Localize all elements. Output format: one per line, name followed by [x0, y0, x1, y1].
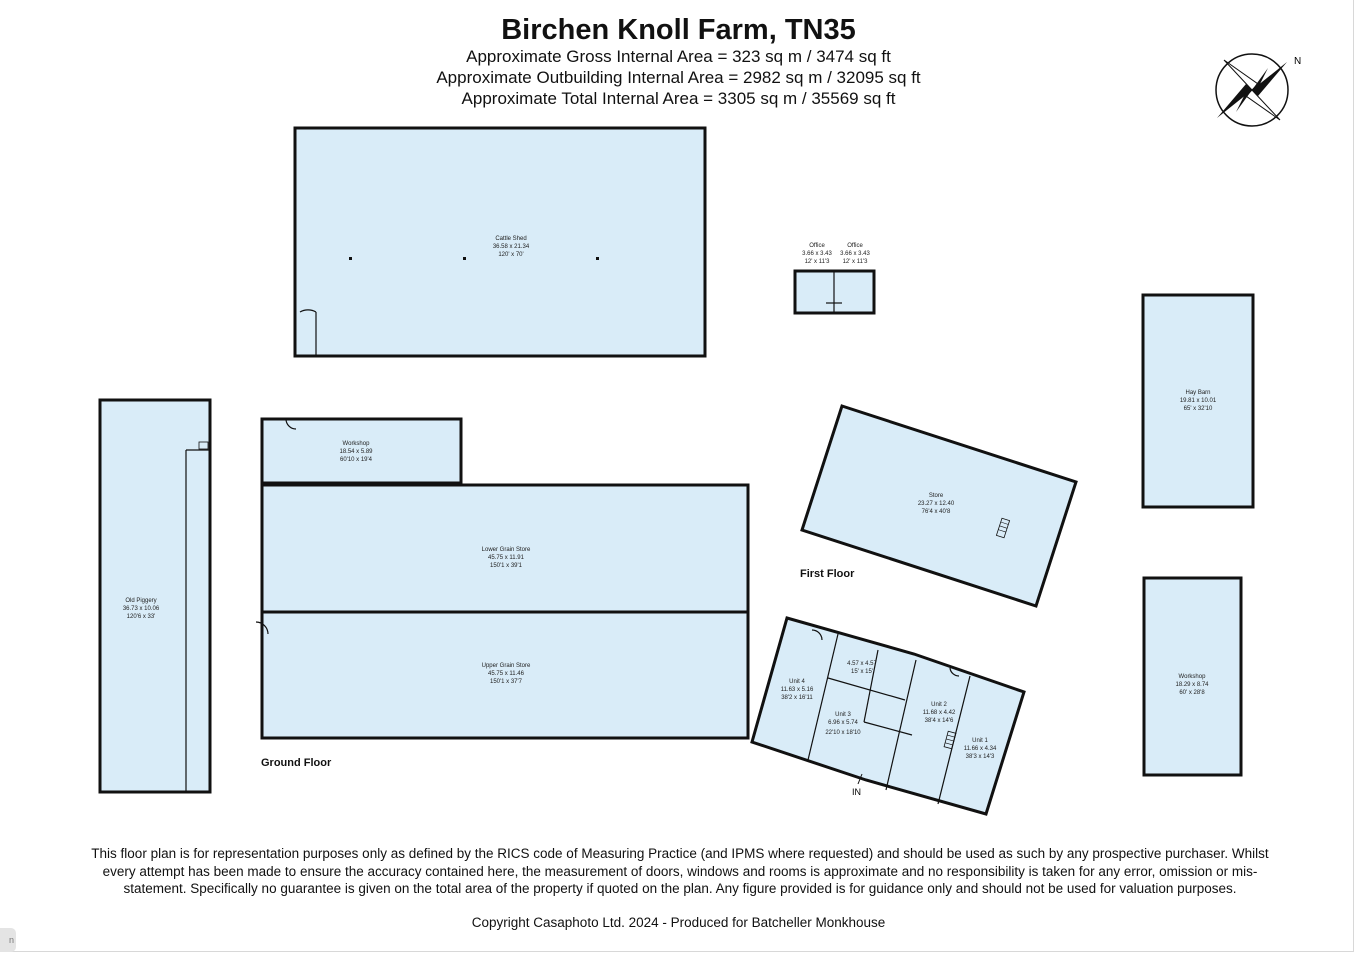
disclaimer-text: This floor plan is for representation purposes only as defined by the RICS code of Measuring Practice (and IPMS where requested) and should be used as such by any prospective purchaser. Whilst every attempt has been made to ensure the accuracy contained here, the measurement of doors, windows and rooms is approximate and no responsibility is taken for any error, omission or mis-statement. Specifically no guarantee is given on the total area of the property if quoted on the plan. Any figure provided is for guidance only and should not be used for valuation purposes.: [91, 846, 1269, 896]
unit-2-imperial: 38'4 x 14'6: [924, 718, 954, 724]
unit-1-imperial: 38'3 x 14'3: [965, 754, 995, 760]
workshop-right-name: Workshop: [1178, 674, 1206, 680]
corner-badge[interactable]: n: [0, 928, 16, 952]
lower-grain-store-name: Lower Grain Store: [481, 547, 531, 553]
store-metric: 23.27 x 12.40: [917, 501, 955, 507]
unit-4-name: Unit 4: [789, 679, 805, 685]
workshop-small-name: Workshop: [342, 441, 370, 447]
compass-north-label: N: [1294, 56, 1302, 67]
room-457-metric: 4.57 x 4.57: [847, 661, 877, 667]
office-1-imperial: 12' x 11'3: [804, 259, 830, 265]
workshop-right-imperial: 60' x 28'8: [1179, 690, 1205, 696]
outbuilding-area-text: Approximate Outbuilding Internal Area = 2982 sq m / 32095 sq ft: [436, 68, 921, 87]
room-hay-barn: [1143, 295, 1253, 507]
store-imperial: 76'4 x 40'8: [921, 509, 951, 515]
room-workshop-right: [1144, 578, 1241, 775]
room-old-piggery: [100, 400, 210, 792]
unit-2-metric: 11.68 x 4.42: [922, 710, 956, 716]
unit-3-name: Unit 3: [835, 712, 851, 718]
unit-3-metric: 6.96 x 5.74: [828, 720, 858, 726]
copyright-text: Copyright Casaphoto Ltd. 2024 - Produced for Batcheller Monkhouse: [471, 915, 886, 930]
hay-barn-name: Hay Barn: [1185, 390, 1211, 396]
unit-1-name: Unit 1: [972, 738, 988, 744]
entrance-label: IN: [852, 787, 861, 797]
upper-grain-store-metric: 45.75 x 11.46: [488, 671, 524, 677]
ground-floor-label: Ground Floor: [261, 757, 332, 769]
workshop-right-metric: 18.29 x 8.74: [1175, 682, 1209, 688]
cattle-shed-name: Cattle Shed: [495, 236, 527, 242]
cattle-shed-imperial: 120' x 70': [498, 252, 524, 258]
unit-2-name: Unit 2: [931, 702, 947, 708]
old-piggery-imperial: 120'6 x 33': [126, 614, 156, 620]
hay-barn-metric: 19.81 x 10.01: [1179, 398, 1217, 404]
upper-grain-store-name: Upper Grain Store: [481, 663, 531, 669]
compass-icon: [1216, 54, 1301, 126]
office-2-name: Office: [847, 243, 863, 249]
workshop-small-metric: 18.54 x 5.89: [339, 449, 373, 455]
store-name: Store: [928, 493, 944, 499]
room-cattle-shed: [295, 128, 705, 356]
unit-3-imperial: 22'10 x 18'10: [825, 730, 861, 736]
upper-grain-store-imperial: 150'1 x 37'7: [490, 679, 522, 685]
lower-grain-store-imperial: 150'1 x 39'1: [490, 563, 522, 569]
room-457-imperial: 15' x 15': [851, 669, 873, 675]
old-piggery-metric: 36.73 x 10.06: [122, 606, 160, 612]
unit-4-imperial: 38'2 x 16'11: [781, 695, 813, 701]
office-1-metric: 3.66 x 3.43: [802, 251, 832, 257]
office-2-metric: 3.66 x 3.43: [840, 251, 870, 257]
unit-4-metric: 11.63 x 5.16: [780, 687, 814, 693]
room-upper-grain-store: [256, 612, 748, 738]
room-lower-grain-store: [262, 485, 748, 612]
gross-area-text: Approximate Gross Internal Area = 323 sq m / 3474 sq ft: [466, 47, 891, 66]
unit-1-metric: 11.66 x 4.34: [963, 746, 997, 752]
page-title: Birchen Knoll Farm, TN35: [501, 14, 856, 46]
room-workshop-small: [262, 419, 461, 483]
total-area-text: Approximate Total Internal Area = 3305 sq m / 35569 sq ft: [461, 89, 896, 108]
room-units: [752, 618, 1024, 814]
old-piggery-name: Old Piggery: [125, 598, 157, 604]
room-offices: [795, 243, 874, 313]
hay-barn-imperial: 65' x 32'10: [1183, 406, 1213, 412]
lower-grain-store-metric: 45.75 x 11.91: [488, 555, 524, 561]
first-floor-label: First Floor: [800, 568, 855, 580]
cattle-shed-metric: 36.58 x 21.34: [492, 244, 530, 250]
office-2-imperial: 12' x 11'3: [842, 259, 868, 265]
workshop-small-imperial: 60'10 x 19'4: [340, 457, 372, 463]
office-1-name: Office: [809, 243, 825, 249]
